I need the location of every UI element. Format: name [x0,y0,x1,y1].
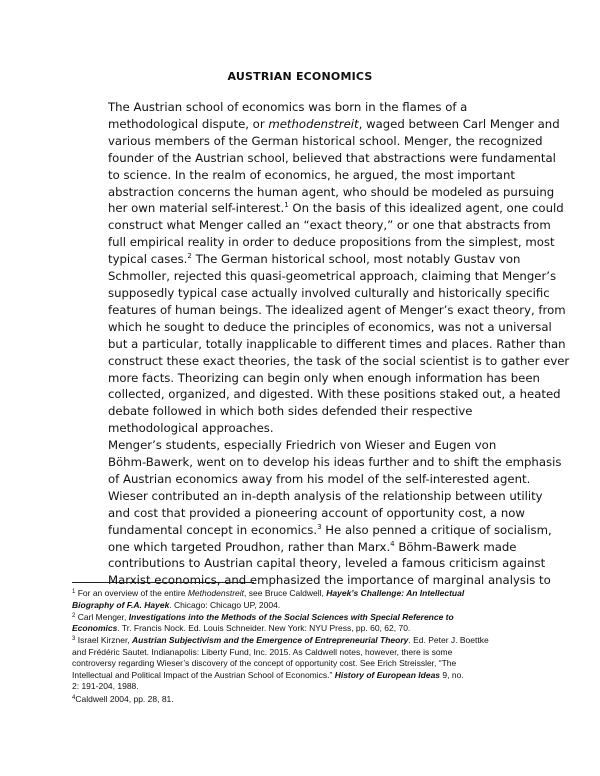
footnote-ref-2[interactable]: 2 [187,252,192,261]
italic-term: Methodenstreit [187,588,245,598]
footnote-line: $^2$ Carl Menger, Investigations into the Methods of the Social Sciences with Special Reference to [72,611,454,622]
text-line: fundamental concept in economics.$^3$ He also penned a critique of socialism, [108,522,552,537]
document-body [72,99,570,589]
paragraph-2 [72,437,562,589]
footnote-ref-3[interactable]: 3 [317,522,322,531]
text-line: founder of the Austrian school, believed that abstractions were fundamental [108,150,556,165]
text-line: Schmoller, rejected this quasi-geometrical approach, claiming that Menger’s [108,269,557,284]
cited-title: Economics [72,623,118,634]
footnote-ref-4[interactable]: 4 [390,539,395,548]
text-line: collected, organized, and digested. With these positions staked out, a heated [108,387,561,402]
footnote-line: and Frédéric Sautet. Indianapolis: Liberty Fund, Inc. 2015. As Caldwell notes, however, there is some [72,646,453,657]
cited-title: Investigations into the Methods of the Social Sciences with Special Reference to [128,611,454,622]
cited-title: Austrian Subjectivism and the Emergence of Entrepreneurial Theory [132,635,409,646]
cited-title: Hayek’s Challenge: An Intellectual [326,588,465,598]
text-line: more facts. Theorizing can begin only when enough information has been [108,370,540,385]
text-line: which he sought to deduce the principles of economics, was not a universal [108,319,552,334]
text-line: her own material self-interest.$^1$ On the basis of this idealized agent, one could [108,201,564,216]
cited-title: Biography of F.A. Hayek [72,599,170,610]
footnote-line: $^3$ Israel Kirzner, Austrian Subjectivism and the Emergence of Entrepreneurial Theory. Ed. Peter J. Boettke [72,635,489,646]
text-line: Böhm-Bawerk, went on to develop his ideas further and to shift the emphasis [108,455,562,470]
text-line: typical cases.$^2$ The German historical school, most notably Gustav von [108,252,521,267]
footnote-line: Intellectual and Political Impact of the Austrian School of Economics.” History of European Ideas 9, no. [72,669,464,680]
footnote-divider [72,582,254,583]
text-line: methodological dispute, or methodenstreit, waged between Carl Menger and [108,116,560,131]
text-line: Wieser contributed an in-depth analysis of the relationship between utility [108,488,543,503]
cited-title: History of European Ideas [334,669,441,680]
footnote-line: $^1$ For an overview of the entire Methodenstreit, see Bruce Caldwell, Hayek’s Challenge: An Intellectual [72,588,465,598]
footnote-mark: 2 [72,612,76,619]
footnote-line: Economics. Tr. Francis Nock. Ed. Louis Schneider. New York: NYU Press, pp. 60, 62, 70. [72,623,411,634]
text-line: contributions to Austrian capital theory, leveled a famous criticism against [108,556,546,571]
text-line: Menger’s students, especially Friedrich von Wieser and Eugen von [108,438,497,453]
footnote-line: controversy regarding Wieser’s discovery of the concept of opportunity cost. See Erich Streissler, “The [72,658,457,669]
footnote-ref-1[interactable]: 1 [284,201,289,210]
text-line: methodological approaches. [108,421,274,436]
text-line: and cost that provided a pioneering account of opportunity cost, a now [108,505,525,520]
footnote-mark: 1 [72,589,76,595]
text-line: abstraction concerns the human agent, who should be modeled as pursuing [108,184,555,199]
footnote-mark: 3 [72,636,76,643]
paragraph-1 [72,99,570,437]
footnote-3 [72,635,542,693]
footnote-2 [72,612,542,635]
text-line: of Austrian economics away from his model of the self-interested agent. [108,471,531,486]
text-line: construct these exact theories, the task of the social scientist is to gather ever [108,353,570,368]
footnote-4 [72,694,542,706]
text-line: to science. In the realm of economics, he argued, the most important [108,167,515,182]
footnote-line: 2: 191-204, 1988. [72,681,139,692]
text-line: but a particular, totally inapplicable to different times and places. Rather than [108,336,566,351]
text-line: one which targeted Proudhon, rather than Marx.$^4$ Böhm-Bawerk made [108,539,517,554]
italic-term: methodenstreit [268,116,359,131]
text-line: full empirical reality in order to deduce propositions from the simplest, most [108,235,555,250]
text-line: construct what Menger called an “exact theory,” or one that abstracts from [108,218,551,233]
text-line: Marxist economics, and emphasized the importance of marginal analysis to [108,573,551,588]
text-line: various members of the German historical school. Menger, the recognized [108,133,543,148]
document-title: AUSTRIAN ECONOMICS [227,70,373,83]
footnote-line: $^4$Caldwell 2004, pp. 28, 81. [72,693,174,704]
text-line: The Austrian school of economics was born in the flames of a [108,100,468,114]
text-line: supposedly typical case actually involved culturally and historically specific [108,285,550,300]
footnotes [72,588,542,706]
footnote-line: Biography of F.A. Hayek. Chicago: Chicago UP, 2004. [72,599,281,610]
text-line: features of human beings. The idealized agent of Menger’s exact theory, from [108,302,566,317]
text-line: debate followed in which both sides defended their respective [108,404,473,419]
footnote-1 [72,588,542,611]
footnote-mark: 4 [72,694,76,701]
